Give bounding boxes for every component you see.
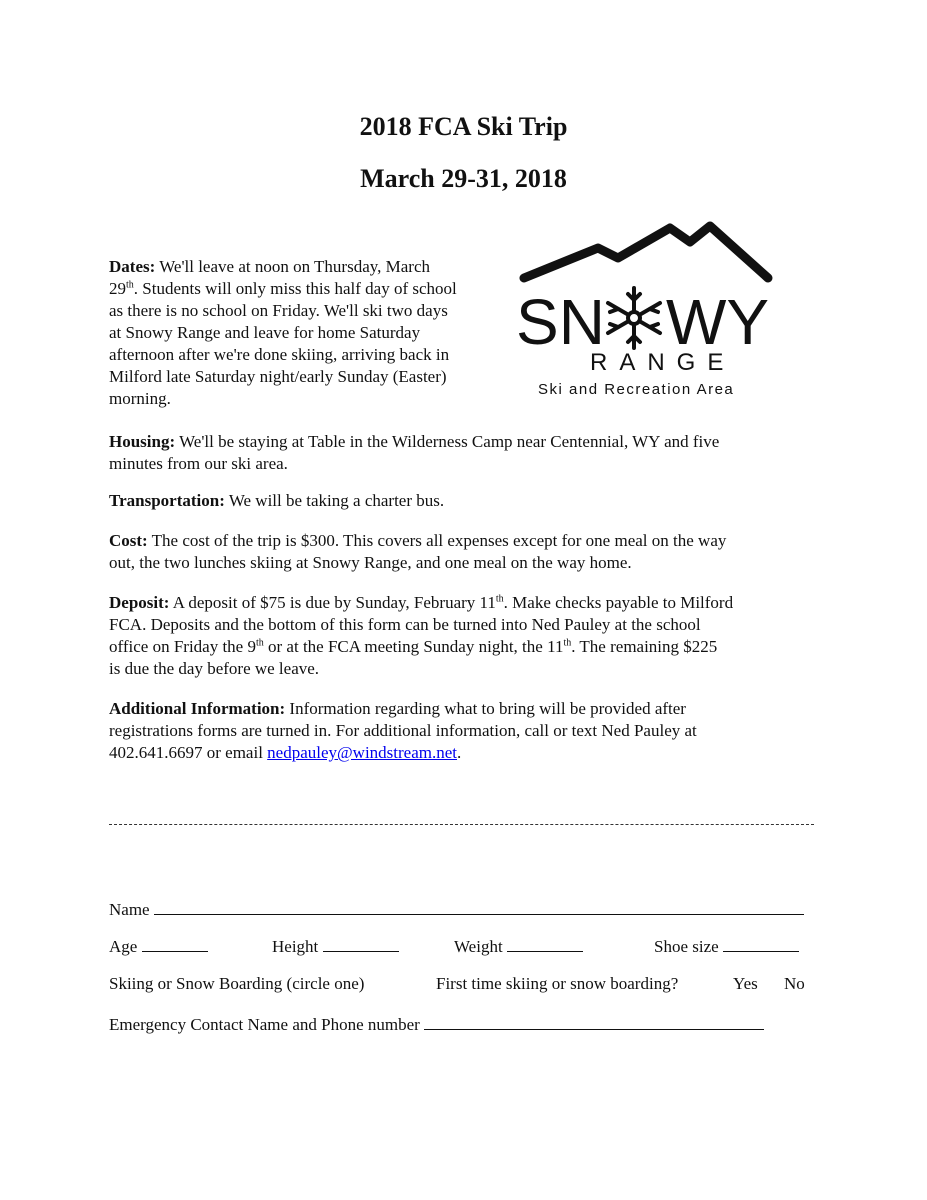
logo-tagline: Ski and Recreation Area bbox=[538, 381, 735, 398]
age-label: Age bbox=[109, 937, 138, 956]
housing-section: Housing: We'll be staying at Table in the Wilderness Camp near Centennial, WY and five minutes from our ski area. bbox=[109, 432, 720, 473]
name-field[interactable] bbox=[154, 898, 804, 915]
additional-label: Additional Information: bbox=[109, 699, 286, 718]
additional-section: Additional Information: Information regarding what to bring will be provided after registrations forms are turned in. For additional information, call or text Ned Pauley at 402.641.6697 or email nedpauley@windstream.net. bbox=[109, 699, 697, 762]
page-subtitle: March 29-31, 2018 bbox=[360, 164, 567, 193]
cut-line-divider bbox=[109, 824, 814, 825]
transportation-label: Transportation: bbox=[109, 491, 225, 510]
height-label: Height bbox=[272, 937, 319, 956]
cost-label: Cost: bbox=[109, 531, 148, 550]
age-row bbox=[109, 935, 208, 957]
no-option[interactable]: No bbox=[784, 974, 805, 993]
mountain-outline bbox=[524, 226, 768, 278]
snowflake-icon bbox=[608, 288, 660, 348]
height-field[interactable] bbox=[323, 935, 399, 952]
deposit-label: Deposit: bbox=[109, 593, 170, 612]
name-label: Name bbox=[109, 900, 150, 919]
shoe-row bbox=[654, 935, 799, 957]
weight-field[interactable] bbox=[507, 935, 583, 952]
height-row bbox=[272, 935, 399, 957]
weight-row bbox=[454, 935, 583, 957]
age-field[interactable] bbox=[142, 935, 208, 952]
housing-label: Housing: bbox=[109, 432, 176, 451]
deposit-section: Deposit: A deposit of $75 is due by Sunday, February 11th. Make checks payable to Milford FCA. Deposits and the bottom of this form can be turned into Ned Pauley at the school office on Friday the 9th or at the FCA meeting Sunday night, the 11th. The remaining $225 is due the day before we leave. bbox=[109, 593, 734, 678]
emergency-label: Emergency Contact Name and Phone number bbox=[109, 1015, 420, 1034]
first-time-row bbox=[436, 974, 678, 994]
cost-section: Cost: The cost of the trip is $300. This covers all expenses except for one meal on the way out, the two lunches skiing at Snowy Range, and one meal on the way home. bbox=[109, 531, 727, 572]
emergency-field[interactable] bbox=[424, 1013, 764, 1030]
email-link[interactable]: nedpauley@windstream.net bbox=[267, 743, 458, 762]
skiing-row bbox=[109, 974, 364, 994]
shoe-size-field[interactable] bbox=[723, 935, 799, 952]
first-time-label: First time skiing or snow boarding? bbox=[436, 974, 679, 993]
snowy-range-logo-icon bbox=[512, 220, 802, 400]
transportation-section: Transportation: We will be taking a charter bus. bbox=[109, 491, 445, 510]
dates-label: Dates: bbox=[109, 257, 156, 276]
weight-label: Weight bbox=[454, 937, 503, 956]
name-row bbox=[109, 898, 804, 920]
yes-option[interactable]: Yes bbox=[733, 974, 758, 993]
skiing-choice-label[interactable]: Skiing or Snow Boarding (circle one) bbox=[109, 974, 365, 993]
logo-text-sn: SN bbox=[516, 286, 605, 358]
page-title: 2018 FCA Ski Trip bbox=[359, 112, 568, 141]
shoe-size-label: Shoe size bbox=[654, 937, 719, 956]
emergency-row bbox=[109, 1013, 764, 1035]
dates-section: Dates: We'll leave at noon on Thursday, March 29th. Students will only miss this half day of school as there is no school on Friday. We'll ski two days at Snowy Range and leave for home Saturday afternoon after we're done skiing, arriving back in Milford late Saturday night/early Sunday (Easter) morning. bbox=[109, 257, 457, 408]
logo-text-range: RANGE bbox=[590, 349, 736, 376]
logo-text-wy: WY bbox=[666, 286, 770, 358]
